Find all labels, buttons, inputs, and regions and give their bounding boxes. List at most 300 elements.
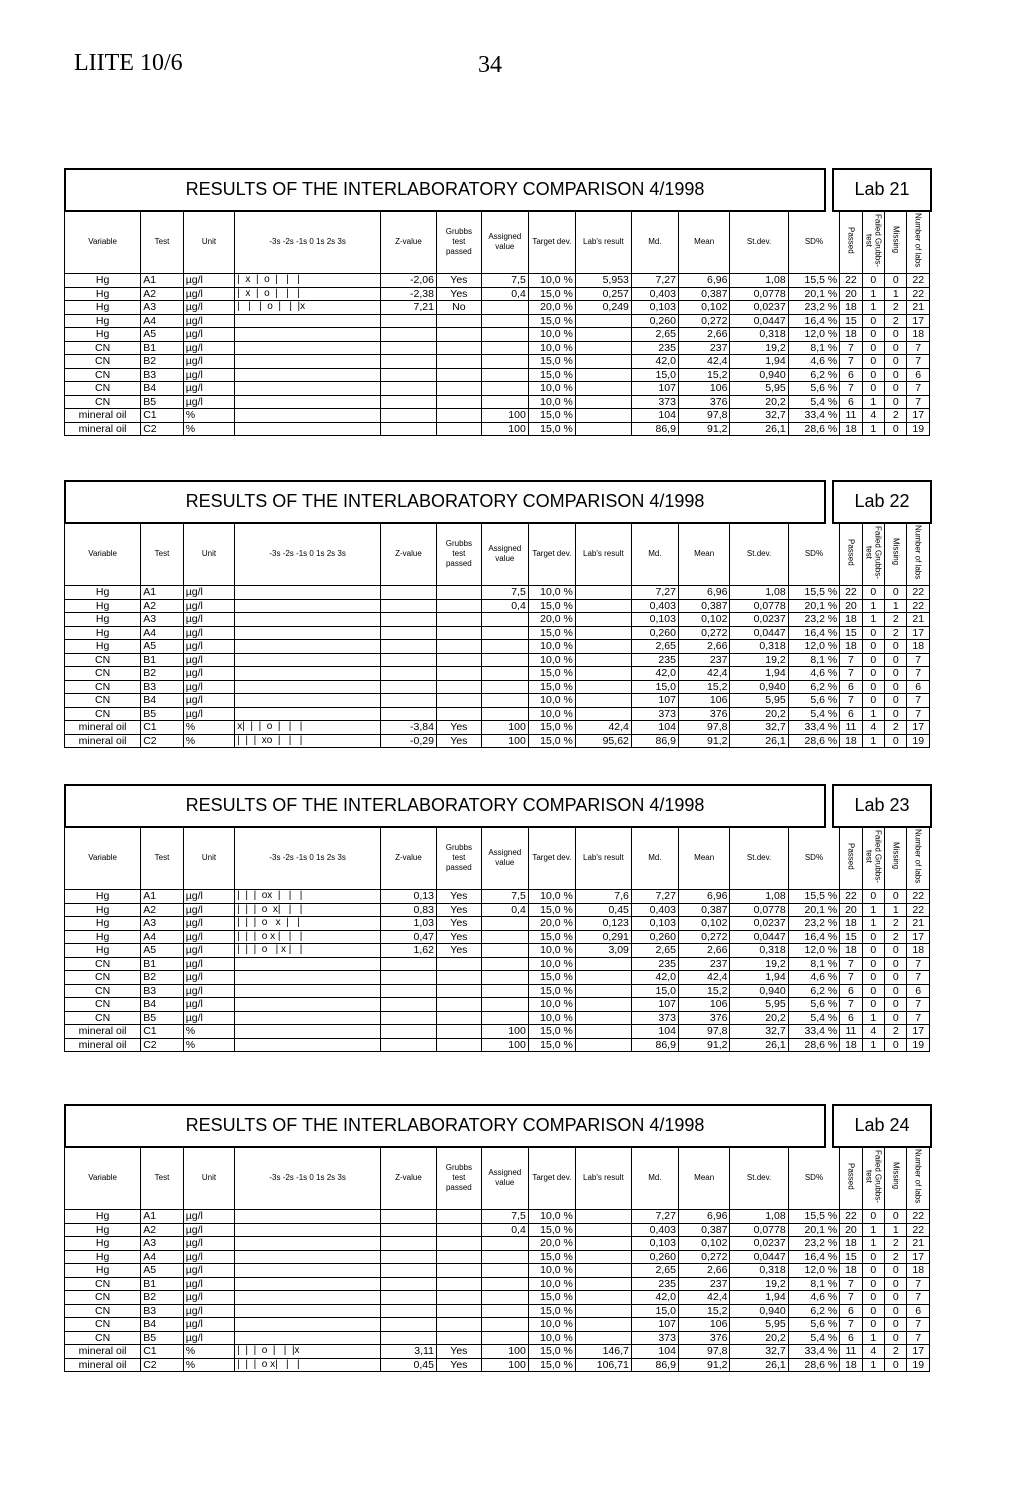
table-cell: 4,6 % (788, 355, 840, 369)
table-cell: 2 (885, 1250, 907, 1264)
table-cell: 2,66 (678, 1264, 730, 1278)
table-cell (380, 694, 436, 708)
table-cell: CN (65, 707, 141, 721)
table-cell: 1 (862, 287, 884, 301)
column-header: Variable (65, 522, 141, 586)
table-cell: 1 (862, 1358, 884, 1372)
table-cell: 0,0778 (730, 1223, 788, 1237)
table-cell: 42,0 (631, 667, 678, 681)
lab-label: Lab 22 (854, 491, 910, 511)
table-cell: 7 (840, 653, 862, 667)
table-row (65, 653, 930, 667)
table-cell (481, 944, 528, 958)
table-cell: Hg (65, 626, 141, 640)
table-cell (380, 667, 436, 681)
table-cell (235, 1011, 381, 1025)
table-cell: 7 (840, 1291, 862, 1305)
table-cell: 0,0237 (730, 301, 788, 315)
table-cell: -3,84 (380, 721, 436, 735)
table-cell: B3 (141, 984, 184, 998)
table-cell (481, 917, 528, 931)
table-cell: 0 (862, 1277, 884, 1291)
column-header: Z-value (380, 210, 436, 274)
table-cell (235, 680, 381, 694)
table-cell: 97,8 (678, 721, 730, 735)
table-row (65, 1345, 930, 1359)
table-cell: 6,96 (678, 890, 730, 904)
table-row (65, 1318, 930, 1332)
table-cell: 0,0237 (730, 917, 788, 931)
results-table (64, 522, 930, 748)
table-cell: 0 (862, 1304, 884, 1318)
table-cell: 10,0 % (528, 1277, 575, 1291)
table-cell (575, 341, 631, 355)
table-row (65, 707, 930, 721)
column-header: Target dev. (528, 210, 575, 274)
column-header (885, 210, 907, 274)
table-cell: 1 (862, 734, 884, 748)
table-cell: 0 (885, 586, 907, 600)
table-cell (380, 984, 436, 998)
table-cell: 11 (840, 1025, 862, 1039)
table-cell: 15,0 % (528, 368, 575, 382)
table-cell: 237 (678, 1277, 730, 1291)
table-cell (380, 1038, 436, 1052)
table-cell: 15,5 % (788, 1210, 840, 1224)
column-header-text: Passed (846, 226, 856, 254)
table-cell: 95,62 (575, 734, 631, 748)
table-cell: 0 (862, 1264, 884, 1278)
table-cell (380, 626, 436, 640)
column-header: St.dev. (730, 210, 788, 274)
table-cell: 10,0 % (528, 274, 575, 288)
table-cell (380, 1237, 436, 1251)
table-cell: 0 (885, 707, 907, 721)
lab-label: Lab 21 (854, 179, 910, 199)
table-cell: 0,102 (678, 301, 730, 315)
table-cell (235, 328, 381, 342)
table-cell: 7,27 (631, 1210, 678, 1224)
table-cell: 18 (907, 1264, 930, 1278)
table-cell: 0 (862, 944, 884, 958)
table-cell: Yes (436, 734, 481, 748)
table-cell (235, 653, 381, 667)
table-cell (380, 707, 436, 721)
table-cell: 18 (840, 1237, 862, 1251)
table-cell (481, 395, 528, 409)
table-cell: 0,318 (730, 640, 788, 654)
table-cell (436, 355, 481, 369)
table-cell: CN (65, 341, 141, 355)
table-cell: 15,0 % (528, 1250, 575, 1264)
table-cell: 11 (840, 1345, 862, 1359)
table-cell: 20 (840, 287, 862, 301)
table-cell: 7 (907, 395, 930, 409)
table-cell (235, 971, 381, 985)
table-cell: 0 (862, 971, 884, 985)
table-cell: 4,6 % (788, 667, 840, 681)
table-cell: 6 (907, 368, 930, 382)
lab-label-box (832, 480, 932, 524)
table-cell: µg/l (183, 1237, 235, 1251)
table-cell: 7 (907, 957, 930, 971)
table-cell: 6,2 % (788, 368, 840, 382)
table-cell: 91,2 (678, 1038, 730, 1052)
table-row (65, 1291, 930, 1305)
table-cell: B2 (141, 355, 184, 369)
table-cell: 86,9 (631, 422, 678, 436)
table-cell: 4 (862, 1345, 884, 1359)
table-cell: 100 (481, 1025, 528, 1039)
table-cell: 15,0 % (528, 721, 575, 735)
table-cell: 15,2 (678, 984, 730, 998)
table-cell (436, 1011, 481, 1025)
column-header (862, 210, 884, 274)
table-row (65, 368, 930, 382)
table-cell (575, 1291, 631, 1305)
table-cell (235, 382, 381, 396)
table-cell: 1,94 (730, 667, 788, 681)
table-cell: 0 (862, 653, 884, 667)
table-cell: B1 (141, 653, 184, 667)
results-title-box (64, 1104, 826, 1148)
table-cell: 8,1 % (788, 653, 840, 667)
table-cell: Yes (436, 944, 481, 958)
table-cell (380, 1223, 436, 1237)
table-cell: 22 (907, 599, 930, 613)
table-cell (575, 1210, 631, 1224)
table-cell: 10,0 % (528, 328, 575, 342)
table-cell: 19,2 (730, 653, 788, 667)
table-cell: | | | o x| | | (235, 903, 381, 917)
table-cell: 33,4 % (788, 1345, 840, 1359)
table-cell: 0 (862, 640, 884, 654)
table-cell: 100 (481, 422, 528, 436)
table-cell: 2 (885, 917, 907, 931)
table-cell: 1 (862, 613, 884, 627)
table-cell: 5,953 (575, 274, 631, 288)
table-cell: 100 (481, 1358, 528, 1372)
table-cell: 7 (907, 1331, 930, 1345)
table-cell: A2 (141, 1223, 184, 1237)
table-cell: 106 (678, 1318, 730, 1332)
table-cell: 33,4 % (788, 721, 840, 735)
column-header: SD% (788, 210, 840, 274)
table-cell (235, 1291, 381, 1305)
table-cell: 2 (885, 301, 907, 315)
table-cell: 19,2 (730, 341, 788, 355)
table-cell (436, 395, 481, 409)
table-cell: 107 (631, 998, 678, 1012)
table-cell: x| | | o | | | (235, 721, 381, 735)
table-cell: 17 (907, 1345, 930, 1359)
table-cell (380, 998, 436, 1012)
table-cell (575, 694, 631, 708)
table-cell: 10,0 % (528, 1210, 575, 1224)
table-cell: 0,102 (678, 1237, 730, 1251)
table-cell (380, 1011, 436, 1025)
table-cell: 20,0 % (528, 613, 575, 627)
table-cell: 15,2 (678, 680, 730, 694)
table-cell: 6 (840, 1011, 862, 1025)
table-cell (235, 1318, 381, 1332)
table-cell: 26,1 (730, 422, 788, 436)
table-cell: 2 (885, 314, 907, 328)
table-cell: A4 (141, 930, 184, 944)
table-cell (380, 971, 436, 985)
table-cell: Yes (436, 274, 481, 288)
table-cell: 2 (885, 721, 907, 735)
column-header: Z-value (380, 1146, 436, 1210)
table-cell: 7 (840, 382, 862, 396)
table-cell: 0,940 (730, 368, 788, 382)
table-cell (481, 971, 528, 985)
table-cell: 5,6 % (788, 694, 840, 708)
table-cell: B3 (141, 680, 184, 694)
table-cell: 15,0 % (528, 1038, 575, 1052)
table-cell: mineral oil (65, 721, 141, 735)
table-cell: 0,123 (575, 917, 631, 931)
table-cell: 33,4 % (788, 409, 840, 423)
table-cell: 42,4 (678, 355, 730, 369)
table-cell: 7,5 (481, 1210, 528, 1224)
table-cell: 15,0 % (528, 287, 575, 301)
table-cell: A3 (141, 613, 184, 627)
table-cell: 0 (885, 1038, 907, 1052)
table-cell: µg/l (183, 395, 235, 409)
table-cell: 0 (862, 355, 884, 369)
table-cell: 0,83 (380, 903, 436, 917)
table-cell: 0 (862, 998, 884, 1012)
table-cell (380, 355, 436, 369)
table-cell: 15 (840, 1250, 862, 1264)
table-cell: 32,7 (730, 1345, 788, 1359)
table-cell: 1,03 (380, 917, 436, 931)
table-cell: 22 (840, 890, 862, 904)
table-cell: 20,0 % (528, 301, 575, 315)
table-cell (436, 640, 481, 654)
column-header: Assigned value (481, 1146, 528, 1210)
table-cell (575, 409, 631, 423)
table-cell: Hg (65, 274, 141, 288)
table-cell: C2 (141, 1038, 184, 1052)
table-row (65, 409, 930, 423)
table-cell: Yes (436, 721, 481, 735)
table-cell: 0 (885, 984, 907, 998)
table-cell: 7,27 (631, 890, 678, 904)
table-cell (575, 1025, 631, 1039)
column-header: Lab's result (575, 826, 631, 890)
table-row (65, 680, 930, 694)
document-label: LIITE 10/6 (74, 50, 183, 76)
table-cell: 17 (907, 409, 930, 423)
column-header: -3s -2s -1s 0 1s 2s 3s (235, 1146, 381, 1210)
table-cell (235, 409, 381, 423)
column-header: SD% (788, 826, 840, 890)
table-cell: 6,96 (678, 1210, 730, 1224)
table-cell: 86,9 (631, 1038, 678, 1052)
table-row (65, 917, 930, 931)
column-header-text: Number of labs (913, 828, 923, 884)
table-cell: 7 (907, 707, 930, 721)
table-cell: µg/l (183, 328, 235, 342)
table-cell: 0 (885, 890, 907, 904)
table-cell: Hg (65, 599, 141, 613)
table-cell: 4 (862, 1025, 884, 1039)
table-cell (436, 1223, 481, 1237)
table-row (65, 734, 930, 748)
table-cell: 17 (907, 314, 930, 328)
table-cell: 7 (907, 653, 930, 667)
table-cell: A2 (141, 903, 184, 917)
table-cell: 1,94 (730, 355, 788, 369)
table-cell: B3 (141, 1304, 184, 1318)
table-row (65, 328, 930, 342)
results-title: RESULTS OF THE INTERLABORATORY COMPARISON 4/1998 (185, 795, 705, 815)
table-cell (481, 1277, 528, 1291)
table-cell: 376 (678, 395, 730, 409)
table-cell: 7 (840, 694, 862, 708)
table-cell (575, 395, 631, 409)
table-cell: 32,7 (730, 1025, 788, 1039)
table-row (65, 984, 930, 998)
table-cell (436, 328, 481, 342)
table-cell: A5 (141, 1264, 184, 1278)
table-cell: 7 (907, 667, 930, 681)
table-cell: B4 (141, 1318, 184, 1332)
table-cell (380, 1304, 436, 1318)
table-cell: 28,6 % (788, 734, 840, 748)
table-cell: 0 (885, 1291, 907, 1305)
table-cell: | x | o | | | (235, 274, 381, 288)
column-header: Unit (183, 210, 235, 274)
table-cell: 1 (885, 287, 907, 301)
table-cell (436, 1291, 481, 1305)
table-row (65, 1250, 930, 1264)
table-cell: C1 (141, 1025, 184, 1039)
column-header: St.dev. (730, 826, 788, 890)
table-cell: 6 (840, 395, 862, 409)
table-cell: A5 (141, 328, 184, 342)
table-cell: 15,0 % (528, 355, 575, 369)
table-cell: 10,0 % (528, 382, 575, 396)
table-row (65, 1223, 930, 1237)
table-cell: 21 (907, 917, 930, 931)
column-header (862, 826, 884, 890)
table-cell: 1 (862, 1331, 884, 1345)
column-header (862, 1146, 884, 1210)
table-cell: 28,6 % (788, 1038, 840, 1052)
table-cell: 15,0 % (528, 1358, 575, 1372)
table-cell: CN (65, 395, 141, 409)
table-cell: 20,0 % (528, 917, 575, 931)
column-header: Z-value (380, 522, 436, 586)
column-header-text: Passed (846, 1162, 856, 1190)
table-cell: 6 (907, 680, 930, 694)
table-cell (235, 1038, 381, 1052)
table-row (65, 613, 930, 627)
table-row (65, 903, 930, 917)
table-cell: 0 (885, 998, 907, 1012)
table-cell: µg/l (183, 680, 235, 694)
table-cell: Yes (436, 1345, 481, 1359)
table-cell: µg/l (183, 694, 235, 708)
table-cell: | | | o x| | | (235, 1358, 381, 1372)
table-cell: | | | o x | | (235, 917, 381, 931)
table-cell: 4 (862, 409, 884, 423)
table-cell: 6,2 % (788, 984, 840, 998)
table-cell (481, 341, 528, 355)
table-cell: 0,272 (678, 930, 730, 944)
table-cell (380, 1250, 436, 1264)
table-cell: 20,1 % (788, 903, 840, 917)
table-cell: A1 (141, 586, 184, 600)
column-header-text: Missing (891, 226, 901, 254)
table-cell: 0,272 (678, 314, 730, 328)
table-cell: 0 (885, 971, 907, 985)
table-cell: CN (65, 368, 141, 382)
table-cell: 107 (631, 1318, 678, 1332)
table-cell (575, 1223, 631, 1237)
table-cell (235, 355, 381, 369)
table-cell: Hg (65, 1264, 141, 1278)
table-cell: 0 (862, 1250, 884, 1264)
table-cell (436, 1264, 481, 1278)
lab-label: Lab 24 (854, 1115, 910, 1135)
table-cell: µg/l (183, 355, 235, 369)
table-cell: µg/l (183, 917, 235, 931)
table-cell (575, 957, 631, 971)
table-cell (481, 707, 528, 721)
table-cell: 7 (907, 382, 930, 396)
table-cell: Hg (65, 328, 141, 342)
column-header-text: Failed Grubbs-test (864, 525, 883, 579)
column-header: Assigned value (481, 522, 528, 586)
table-cell: µg/l (183, 944, 235, 958)
table-cell (380, 1277, 436, 1291)
table-cell: 15,0 % (528, 734, 575, 748)
table-cell: 0 (885, 328, 907, 342)
table-cell: 0 (885, 653, 907, 667)
table-cell: 5,95 (730, 1318, 788, 1332)
table-cell: 107 (631, 694, 678, 708)
column-header (862, 522, 884, 586)
table-cell: 0,318 (730, 944, 788, 958)
table-cell: 1 (862, 1038, 884, 1052)
table-cell: 2 (885, 1345, 907, 1359)
column-header-text: Missing (891, 1162, 901, 1190)
table-cell: 0 (862, 586, 884, 600)
table-cell: 0 (885, 734, 907, 748)
table-cell: 10,0 % (528, 998, 575, 1012)
table-cell: 0,0447 (730, 314, 788, 328)
table-cell: 0,260 (631, 1250, 678, 1264)
column-header-text: Missing (891, 842, 901, 870)
table-cell: 19,2 (730, 1277, 788, 1291)
table-cell: B2 (141, 971, 184, 985)
table-cell: % (183, 1345, 235, 1359)
table-cell (380, 1210, 436, 1224)
table-cell: 7,6 (575, 890, 631, 904)
table-cell: 18 (907, 328, 930, 342)
table-cell (436, 680, 481, 694)
table-cell: 1 (885, 599, 907, 613)
table-cell: Yes (436, 930, 481, 944)
table-row (65, 1038, 930, 1052)
table-cell: 0 (885, 1264, 907, 1278)
table-cell: 42,0 (631, 355, 678, 369)
table-row (65, 694, 930, 708)
